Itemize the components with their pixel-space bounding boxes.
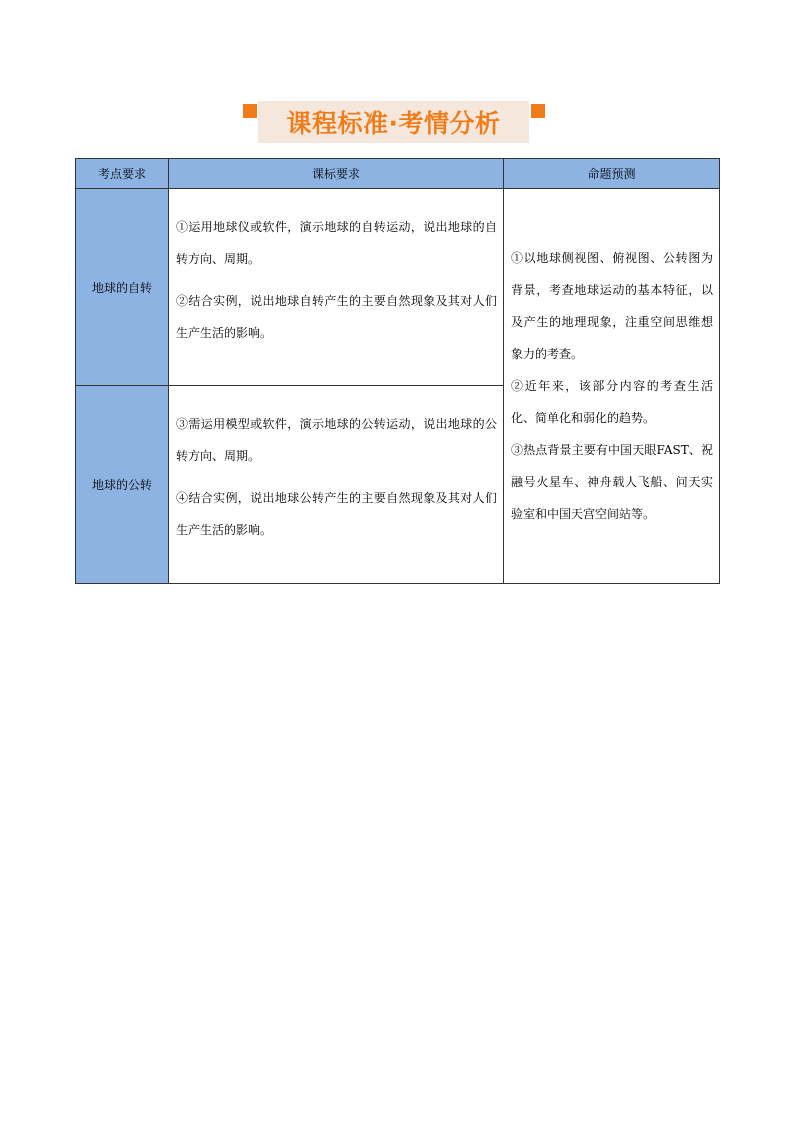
prediction-item: ③热点背景主要有中国天眼FAST、祝融号火星车、神舟载人飞船、问天实验室和中国天宫空间站等。	[511, 443, 713, 521]
table-row	[76, 189, 720, 386]
banner-square-right-icon	[531, 104, 545, 118]
banner-square-left-icon	[243, 104, 257, 118]
topic-revolution: 地球的公转	[76, 386, 169, 584]
section-title: 课程标准·考情分析	[286, 109, 501, 138]
prediction-item: ①以地球侧视图、俯视图、公转图为背景，考查地球运动的基本特征，以及产生的地理现象，注重空间思维想象力的考查。	[511, 251, 713, 361]
requirement-item: ②结合实例，说出地球自转产生的主要自然现象及其对人们生产生活的影响。	[176, 294, 497, 340]
table-header-row	[76, 159, 720, 189]
section-banner	[258, 101, 529, 143]
prediction-item: ②近年来，该部分内容的考查生活化、简单化和弱化的趋势。	[511, 379, 713, 425]
requirements-rotation	[169, 189, 504, 386]
requirement-item: ④结合实例，说出地球公转产生的主要自然现象及其对人们生产生活的影响。	[176, 491, 497, 537]
prediction-cell	[504, 189, 720, 584]
header-prediction: 命题预测	[504, 159, 720, 189]
curriculum-table	[75, 158, 720, 584]
requirement-item: ③需运用模型或软件，演示地球的公转运动，说出地球的公转方向、周期。	[176, 417, 497, 463]
topic-rotation: 地球的自转	[76, 189, 169, 386]
requirement-item: ①运用地球仪或软件，演示地球的自转运动，说出地球的自转方向、周期。	[176, 220, 497, 266]
requirements-revolution	[169, 386, 504, 584]
header-exam-points: 考点要求	[76, 159, 169, 189]
header-curriculum-requirements: 课标要求	[169, 159, 504, 189]
